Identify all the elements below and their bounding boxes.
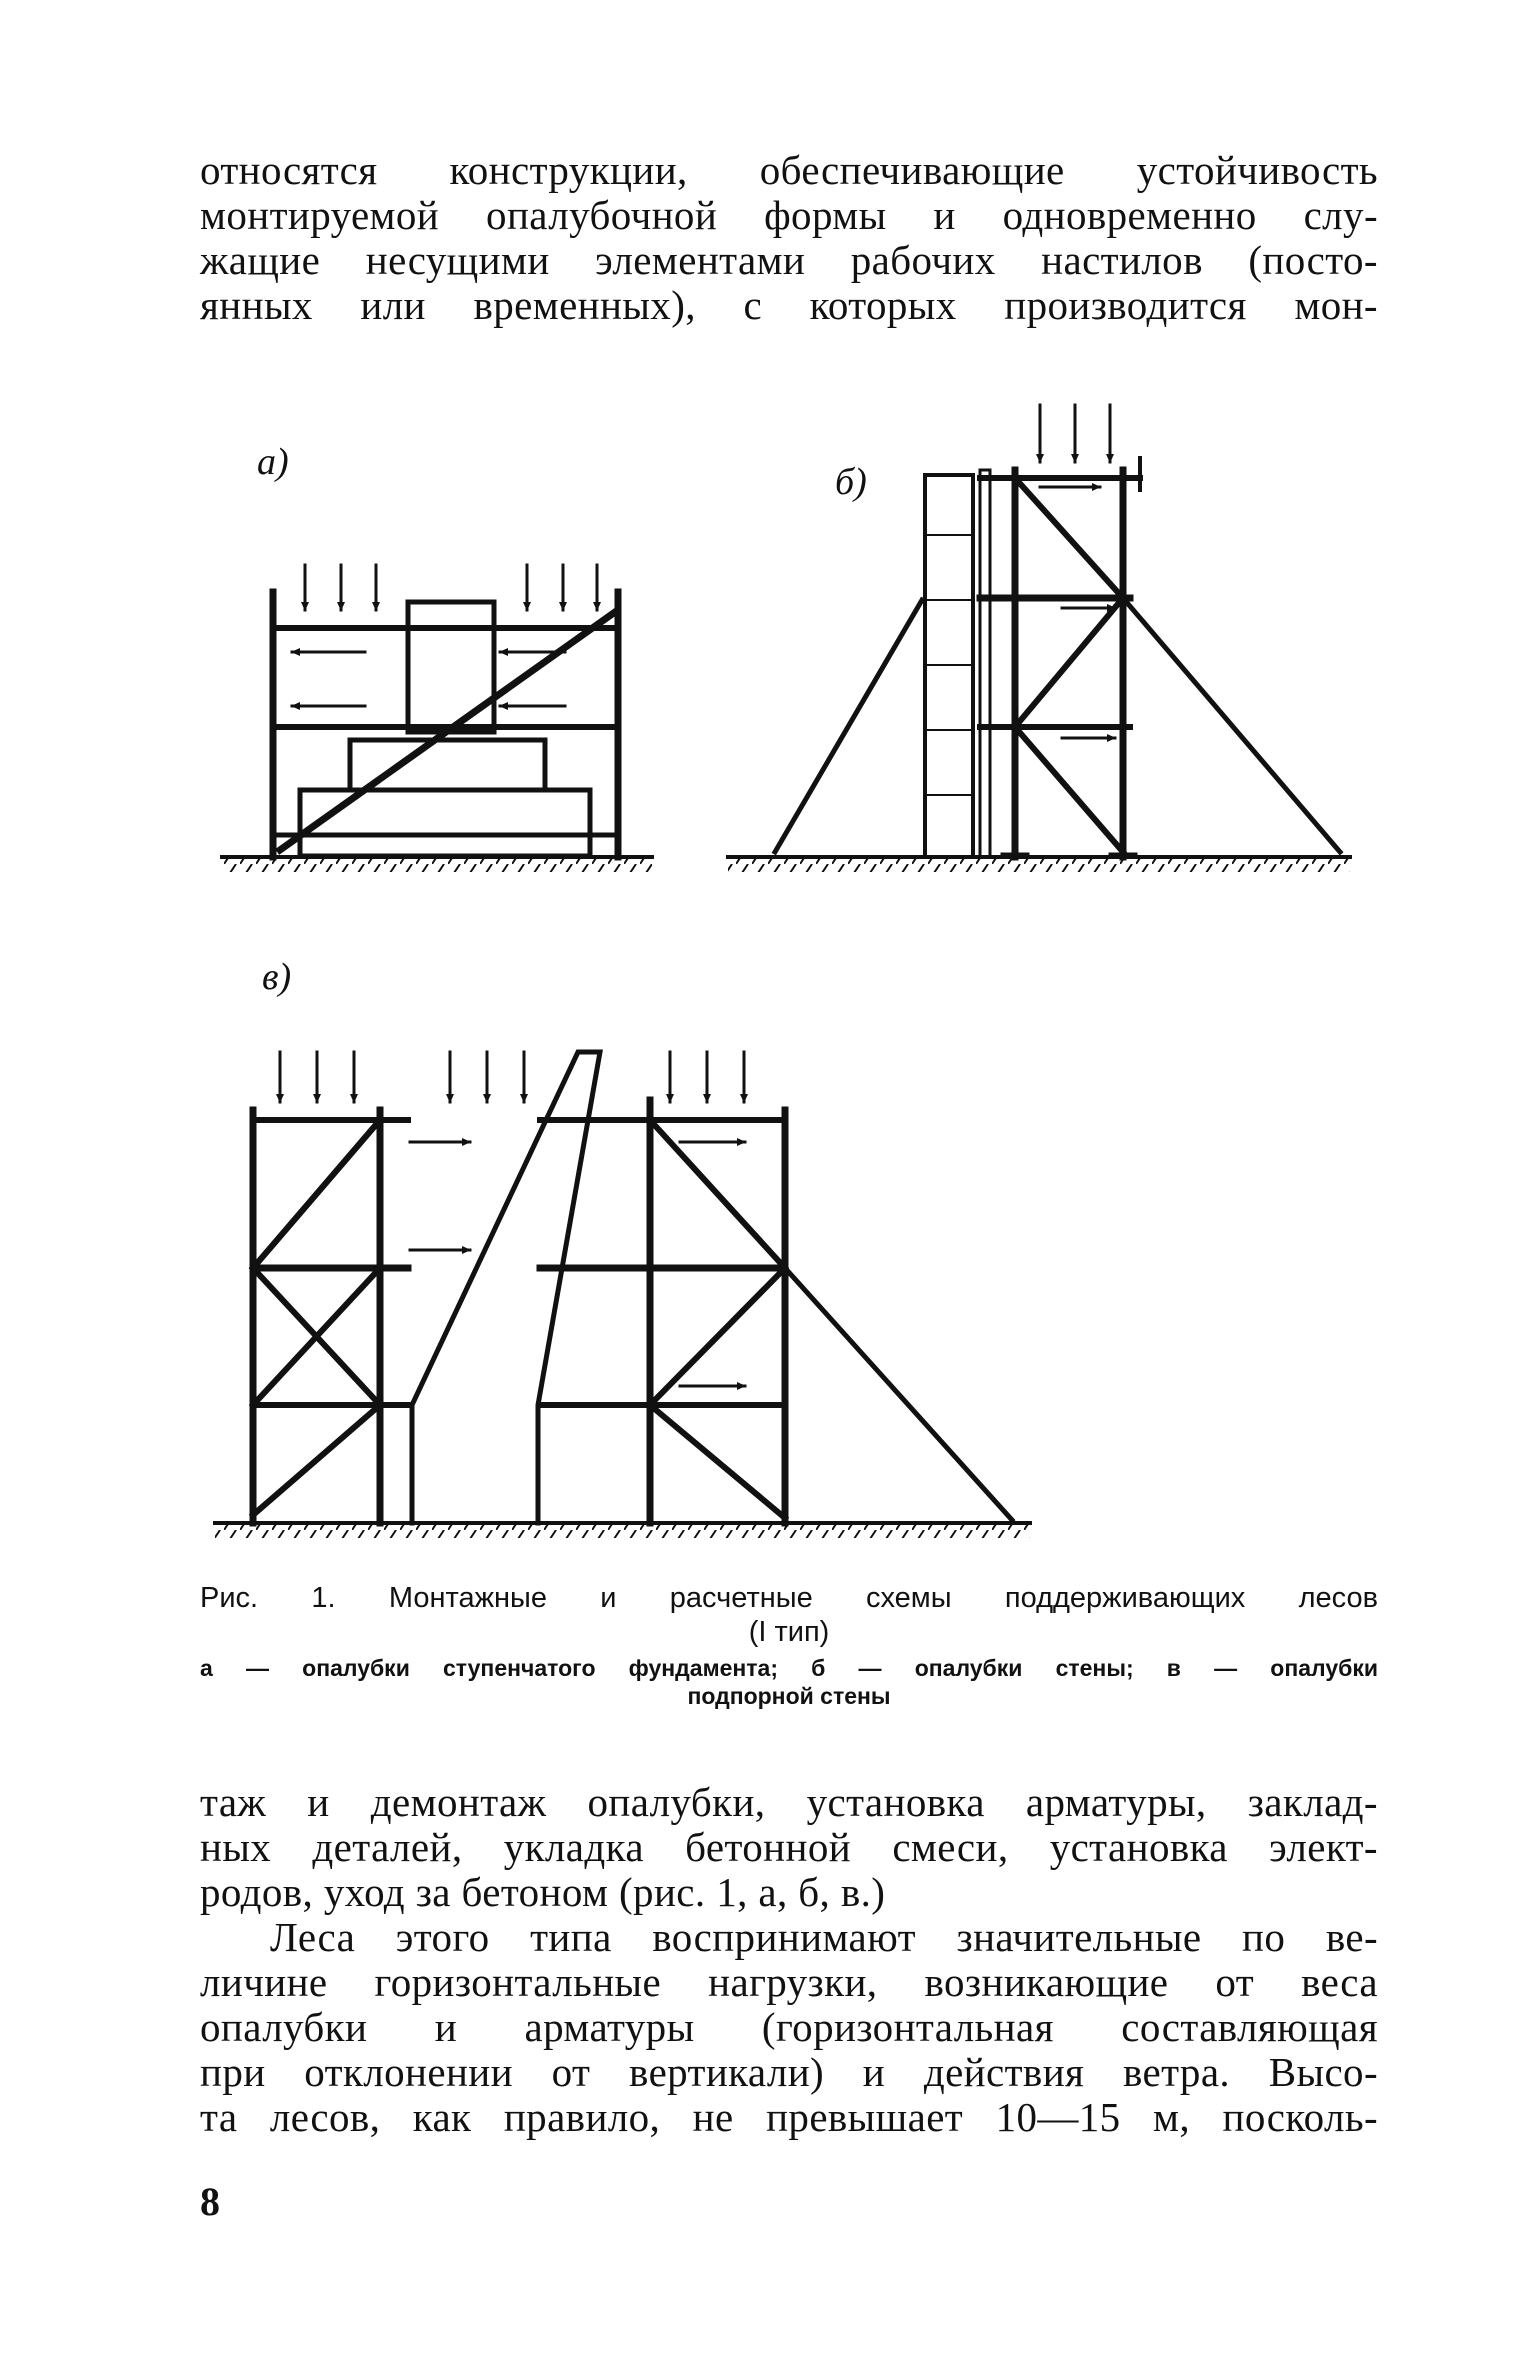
figure-a-label: а)	[257, 441, 289, 483]
text-line: Леса этого типа воспринимают значительные по ве-	[270, 1914, 1378, 1960]
text-line: янных или временных), с которых производится мон-	[200, 282, 1378, 328]
bottom-paragraph-1	[200, 1780, 1378, 1915]
figure-caption-legend-cont: подпорной стены	[687, 1683, 891, 1709]
text-line: при отклонении от вертикали) и действия ветра. Высо-	[200, 2049, 1378, 2095]
text-line: опалубки и арматуры (горизонтальная составляющая	[200, 2004, 1378, 2050]
figure-caption-legend: а — опалубки ступенчатого фундамента; б — опалубки стены; в — опалубки	[200, 1655, 1378, 1681]
text-line: ных деталей, укладка бетонной смеси, установка элект-	[200, 1824, 1378, 1870]
text-line: таж и демонтаж опалубки, установка арматуры, заклад-	[200, 1779, 1378, 1825]
text-line: относятся конструкции, обеспечивающие устойчивость	[200, 147, 1378, 193]
figure-v-drawing	[215, 1052, 1030, 1538]
page-number: 8	[200, 2179, 220, 2224]
text-line: монтируемой опалубочной формы и одновременно слу-	[200, 192, 1378, 238]
figure-caption-subtitle: (I тип)	[748, 1616, 830, 1648]
figure-caption-title: Рис. 1. Монтажные и расчетные схемы поддерживающих лесов	[200, 1582, 1378, 1614]
figure-a-drawing	[222, 565, 652, 872]
figure-b-label: б)	[835, 461, 867, 503]
figure-v-label: в)	[262, 956, 292, 998]
text-line: родов, уход за бетоном (рис. 1, а, б, в.)	[200, 1869, 886, 1915]
text-line: жащие несущими элементами рабочих настилов (посто-	[200, 237, 1378, 283]
text-line: та лесов, как правило, не превышает 10—15 м, посколь-	[200, 2094, 1378, 2140]
text-line: личине горизонтальные нагрузки, возникающие от веса	[200, 1959, 1378, 2005]
bottom-paragraph-2	[200, 1915, 1378, 2140]
figure-b-drawing	[728, 405, 1350, 872]
